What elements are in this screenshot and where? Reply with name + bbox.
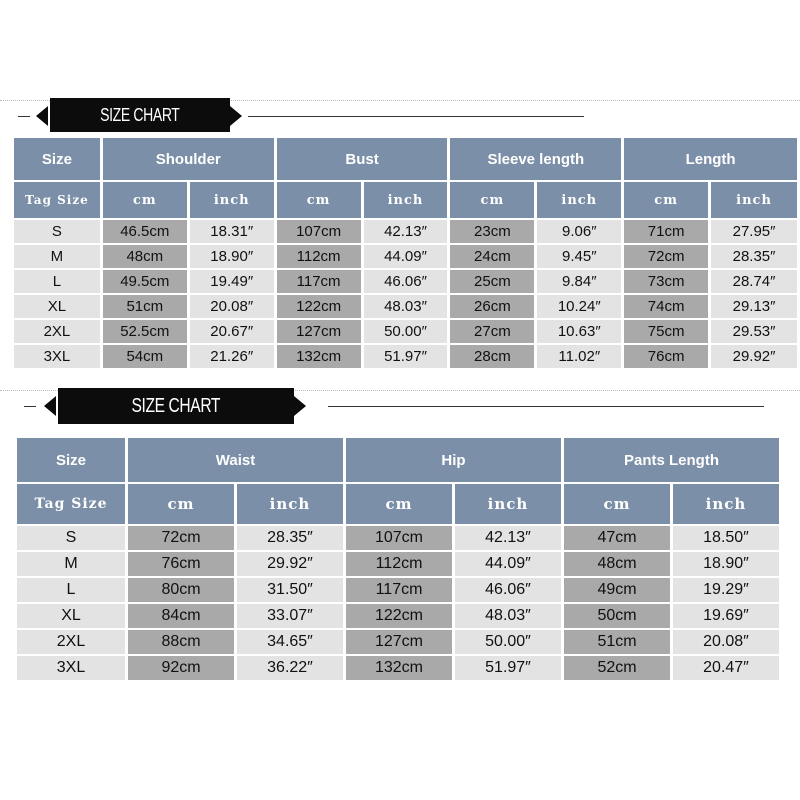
cm-value-cell: 27cm <box>450 320 534 343</box>
cm-value-cell: 71cm <box>624 220 708 243</box>
header-shoulder: Shoulder <box>103 138 274 180</box>
inch-value-cell: 36.22″ <box>237 656 343 680</box>
tag-size-cell: XL <box>14 295 100 318</box>
header-pants-length: Pants Length <box>564 438 779 482</box>
cm-value-cell: 72cm <box>624 245 708 268</box>
tag-size-cell: 2XL <box>17 630 125 654</box>
unit-cm: cm <box>103 182 187 218</box>
cm-value-cell: 52cm <box>564 656 670 680</box>
inch-value-cell: 10.63″ <box>537 320 621 343</box>
tag-size-cell: M <box>17 552 125 576</box>
cm-value-cell: 49cm <box>564 578 670 602</box>
tag-size-cell: 2XL <box>14 320 100 343</box>
banner-rule-left <box>24 406 36 407</box>
cm-value-cell: 92cm <box>128 656 234 680</box>
cm-value-cell: 88cm <box>128 630 234 654</box>
inch-value-cell: 31.50″ <box>237 578 343 602</box>
inch-value-cell: 42.13″ <box>455 526 561 550</box>
inch-value-cell: 21.26″ <box>190 345 274 368</box>
cm-value-cell: 49.5cm <box>103 270 187 293</box>
inch-value-cell: 51.97″ <box>364 345 448 368</box>
inch-value-cell: 27.95″ <box>711 220 797 243</box>
cm-value-cell: 74cm <box>624 295 708 318</box>
cm-value-cell: 132cm <box>346 656 452 680</box>
bottom-size-table <box>14 436 782 682</box>
inch-value-cell: 44.09″ <box>455 552 561 576</box>
banner-rule-left <box>18 116 30 117</box>
table-row <box>14 270 797 293</box>
unit-inch: inch <box>190 182 274 218</box>
table-row <box>17 578 779 602</box>
inch-value-cell: 19.49″ <box>190 270 274 293</box>
cm-value-cell: 72cm <box>128 526 234 550</box>
header-sleeve-length: Sleeve length <box>450 138 621 180</box>
cm-value-cell: 127cm <box>346 630 452 654</box>
tag-size-cell: M <box>14 245 100 268</box>
unit-inch: inch <box>455 484 561 524</box>
inch-value-cell: 18.90″ <box>673 552 779 576</box>
unit-cm: cm <box>450 182 534 218</box>
cm-value-cell: 52.5cm <box>103 320 187 343</box>
cm-value-cell: 25cm <box>450 270 534 293</box>
inch-value-cell: 19.29″ <box>673 578 779 602</box>
cm-value-cell: 122cm <box>346 604 452 628</box>
tag-size-cell: S <box>17 526 125 550</box>
header-waist: Waist <box>128 438 343 482</box>
table-row <box>17 552 779 576</box>
ribbon-tip-left <box>44 396 56 416</box>
cm-value-cell: 73cm <box>624 270 708 293</box>
unit-cm: cm <box>346 484 452 524</box>
cm-value-cell: 127cm <box>277 320 361 343</box>
inch-value-cell: 9.06″ <box>537 220 621 243</box>
cm-value-cell: 76cm <box>624 345 708 368</box>
inch-value-cell: 29.92″ <box>711 345 797 368</box>
inch-value-cell: 42.13″ <box>364 220 448 243</box>
inch-value-cell: 51.97″ <box>455 656 561 680</box>
inch-value-cell: 48.03″ <box>455 604 561 628</box>
cm-value-cell: 28cm <box>450 345 534 368</box>
table-row <box>14 320 797 343</box>
cm-value-cell: 76cm <box>128 552 234 576</box>
table-row <box>14 345 797 368</box>
tag-size-cell: S <box>14 220 100 243</box>
inch-value-cell: 9.45″ <box>537 245 621 268</box>
cm-value-cell: 112cm <box>346 552 452 576</box>
table-row <box>14 295 797 318</box>
cm-value-cell: 54cm <box>103 345 187 368</box>
ribbon-tip-right <box>230 106 242 126</box>
inch-value-cell: 20.67″ <box>190 320 274 343</box>
tag-size-cell: XL <box>17 604 125 628</box>
top-size-table <box>11 136 800 370</box>
cm-value-cell: 107cm <box>346 526 452 550</box>
cm-value-cell: 47cm <box>564 526 670 550</box>
cm-value-cell: 80cm <box>128 578 234 602</box>
cm-value-cell: 107cm <box>277 220 361 243</box>
inch-value-cell: 33.07″ <box>237 604 343 628</box>
cm-value-cell: 122cm <box>277 295 361 318</box>
cm-value-cell: 26cm <box>450 295 534 318</box>
ribbon-tip-right <box>294 396 306 416</box>
table-row <box>17 604 779 628</box>
cm-value-cell: 46.5cm <box>103 220 187 243</box>
cm-value-cell: 75cm <box>624 320 708 343</box>
unit-inch: inch <box>237 484 343 524</box>
top-table-body <box>14 220 797 368</box>
unit-cm: cm <box>624 182 708 218</box>
table-row <box>17 656 779 680</box>
cm-value-cell: 112cm <box>277 245 361 268</box>
table-row <box>14 245 797 268</box>
cm-value-cell: 24cm <box>450 245 534 268</box>
inch-value-cell: 20.47″ <box>673 656 779 680</box>
table-row <box>17 526 779 550</box>
inch-value-cell: 20.08″ <box>673 630 779 654</box>
inch-value-cell: 46.06″ <box>364 270 448 293</box>
header-length: Length <box>624 138 797 180</box>
inch-value-cell: 28.35″ <box>711 245 797 268</box>
cm-value-cell: 48cm <box>564 552 670 576</box>
inch-value-cell: 46.06″ <box>455 578 561 602</box>
banner-rule-right <box>248 116 584 117</box>
table-row <box>14 220 797 243</box>
header-tag-size: Tag Size <box>17 484 125 524</box>
table-row <box>17 630 779 654</box>
tag-size-cell: L <box>14 270 100 293</box>
inch-value-cell: 28.74″ <box>711 270 797 293</box>
unit-cm: cm <box>277 182 361 218</box>
unit-inch: inch <box>537 182 621 218</box>
size-chart-banner: SIZE CHART <box>50 98 230 132</box>
size-chart-banner: SIZE CHART <box>58 388 294 424</box>
inch-value-cell: 10.24″ <box>537 295 621 318</box>
inch-value-cell: 9.84″ <box>537 270 621 293</box>
inch-value-cell: 18.31″ <box>190 220 274 243</box>
bottom-table-body <box>17 526 779 680</box>
inch-value-cell: 44.09″ <box>364 245 448 268</box>
cm-value-cell: 51cm <box>564 630 670 654</box>
unit-cm: cm <box>128 484 234 524</box>
tag-size-cell: 3XL <box>17 656 125 680</box>
unit-inch: inch <box>711 182 797 218</box>
cm-value-cell: 84cm <box>128 604 234 628</box>
inch-value-cell: 19.69″ <box>673 604 779 628</box>
inch-value-cell: 18.50″ <box>673 526 779 550</box>
banner-rule-right <box>328 406 764 407</box>
cm-value-cell: 48cm <box>103 245 187 268</box>
cm-value-cell: 50cm <box>564 604 670 628</box>
header-bust: Bust <box>277 138 448 180</box>
header-size: Size <box>17 438 125 482</box>
inch-value-cell: 50.00″ <box>455 630 561 654</box>
inch-value-cell: 50.00″ <box>364 320 448 343</box>
inch-value-cell: 29.92″ <box>237 552 343 576</box>
inch-value-cell: 28.35″ <box>237 526 343 550</box>
cm-value-cell: 132cm <box>277 345 361 368</box>
header-hip: Hip <box>346 438 561 482</box>
cm-value-cell: 51cm <box>103 295 187 318</box>
inch-value-cell: 11.02″ <box>537 345 621 368</box>
inch-value-cell: 48.03″ <box>364 295 448 318</box>
tag-size-cell: 3XL <box>14 345 100 368</box>
tag-size-cell: L <box>17 578 125 602</box>
header-size: Size <box>14 138 100 180</box>
cm-value-cell: 117cm <box>346 578 452 602</box>
inch-value-cell: 29.53″ <box>711 320 797 343</box>
cm-value-cell: 23cm <box>450 220 534 243</box>
header-tag-size: Tag Size <box>14 182 100 218</box>
cm-value-cell: 117cm <box>277 270 361 293</box>
inch-value-cell: 34.65″ <box>237 630 343 654</box>
unit-cm: cm <box>564 484 670 524</box>
inch-value-cell: 20.08″ <box>190 295 274 318</box>
unit-inch: inch <box>673 484 779 524</box>
ribbon-tip-left <box>36 106 48 126</box>
unit-inch: inch <box>364 182 448 218</box>
inch-value-cell: 29.13″ <box>711 295 797 318</box>
inch-value-cell: 18.90″ <box>190 245 274 268</box>
